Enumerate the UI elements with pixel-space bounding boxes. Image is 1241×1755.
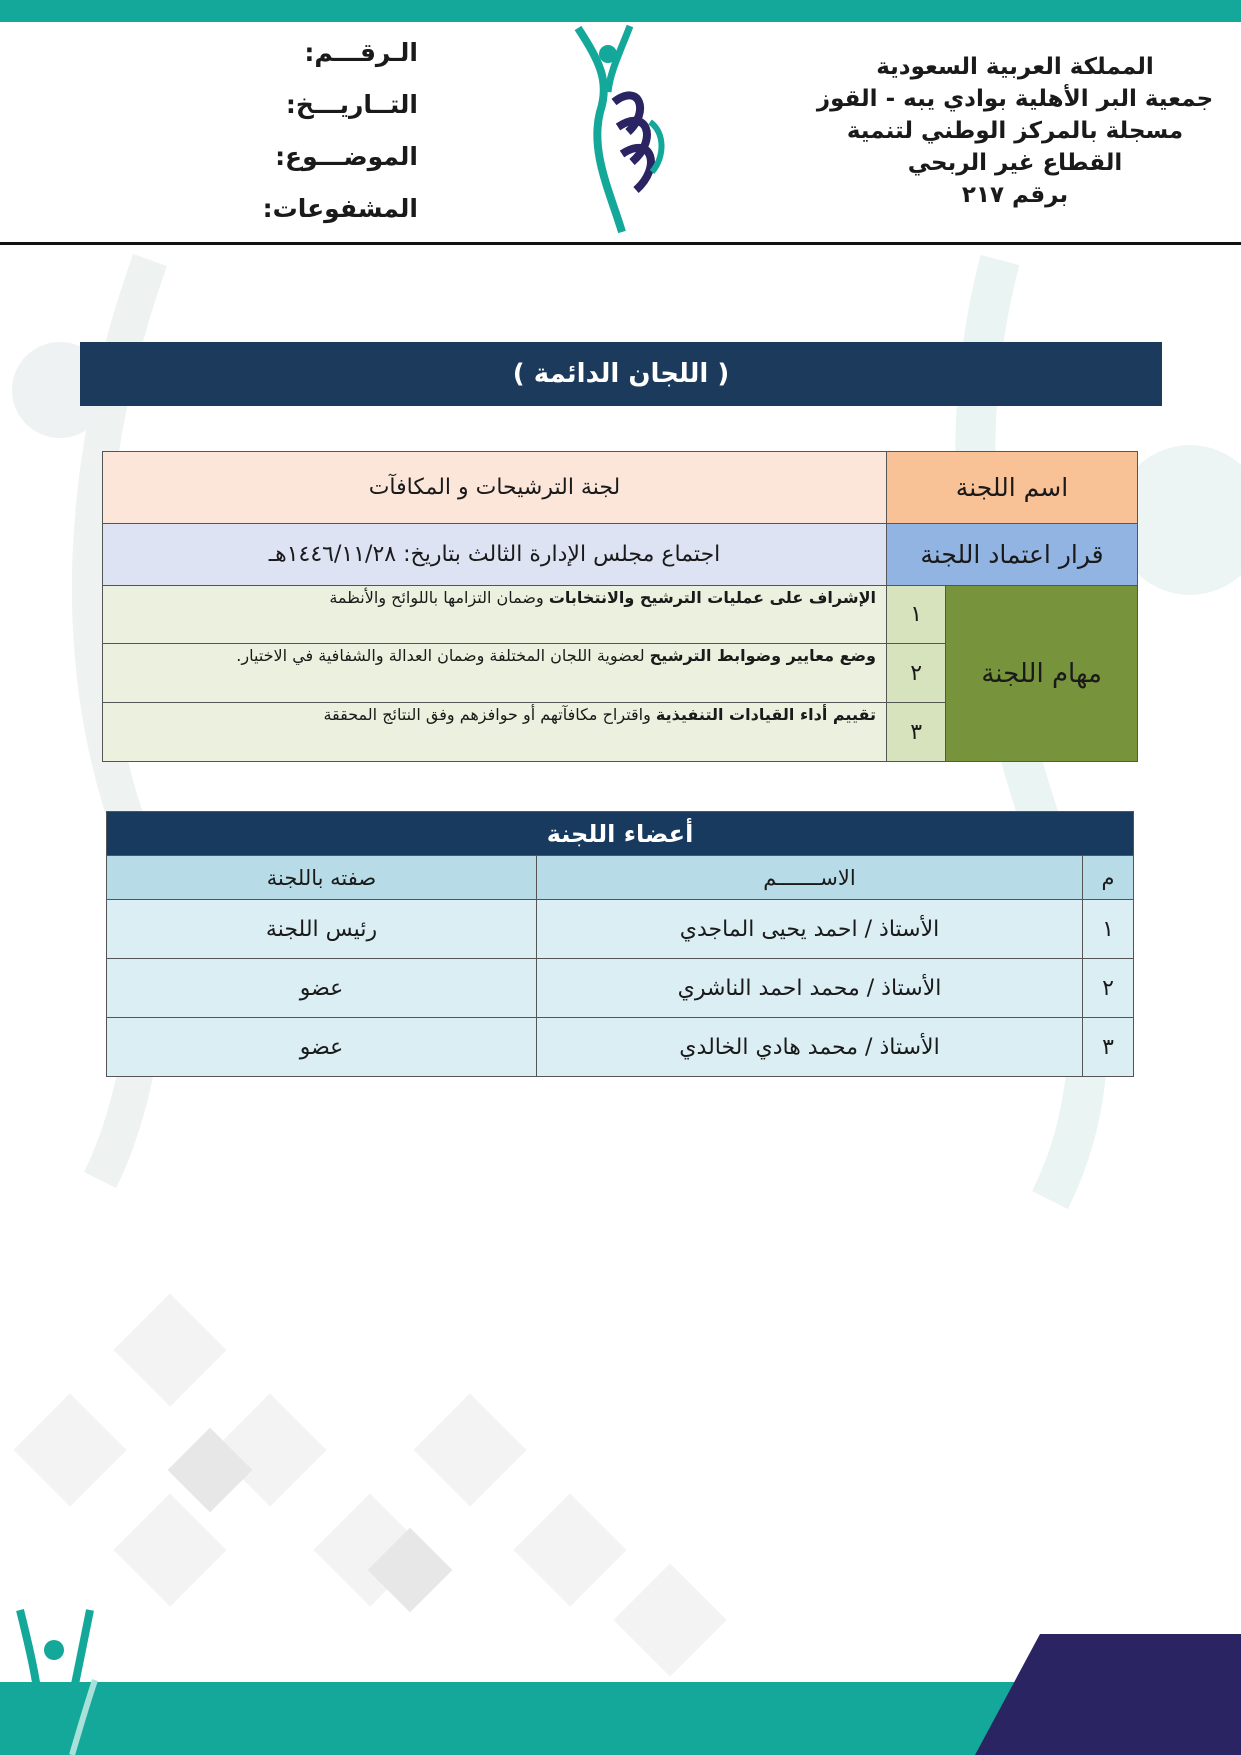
member-role: رئيس اللجنة <box>107 900 537 959</box>
reference-number-label: الـرقـــم: <box>304 38 418 67</box>
date-label: التــاريـــخ: <box>285 90 418 119</box>
task-number: ١ <box>887 586 946 644</box>
committee-decision-label: قرار اعتماد اللجنة <box>887 524 1138 586</box>
member-row <box>107 900 1134 959</box>
member-name: الأستاذ / محمد هادي الخالدي <box>537 1018 1083 1077</box>
task-detail: لعضوية اللجان المختلفة وضمان العدالة والشفافية في الاختيار. <box>236 646 650 665</box>
association-logo-icon <box>570 22 680 237</box>
task-title: تقييم أداء القيادات التنفيذية <box>655 705 876 724</box>
member-role: عضو <box>107 959 537 1018</box>
member-index: ١ <box>1083 900 1134 959</box>
org-line-name: جمعية البر الأهلية بوادي يبه - القوز <box>816 86 1214 112</box>
task-text <box>103 703 887 762</box>
task-row <box>103 586 1138 644</box>
committee-tasks-label: مهام اللجنة <box>946 586 1138 762</box>
subject-label: الموضـــوع: <box>275 142 418 171</box>
org-line-sector: القطاع غير الربحي <box>907 150 1123 176</box>
organization-info <box>800 50 1230 230</box>
task-number: ٣ <box>887 703 946 762</box>
task-number: ٢ <box>887 644 946 703</box>
committee-name-label: اسم اللجنة <box>887 452 1138 524</box>
column-header-index: م <box>1083 856 1134 900</box>
member-index: ٣ <box>1083 1018 1134 1077</box>
committee-decision-value: اجتماع مجلس الإدارة الثالث بتاريخ: ١٤٤٦/١١/٢٨هـ <box>103 524 887 586</box>
footer-decoration <box>0 1600 1241 1755</box>
task-detail: وضمان التزامها باللوائح والأنظمة <box>329 588 549 607</box>
org-line-registration: مسجلة بالمركز الوطني لتنمية <box>846 118 1184 144</box>
members-heading: أعضاء اللجنة <box>107 812 1134 856</box>
top-accent-bar <box>0 0 1241 22</box>
committee-members-table <box>106 811 1134 1077</box>
column-header-role: صفته باللجنة <box>107 856 537 900</box>
page-title: ( اللجان الدائمة ) <box>80 342 1162 406</box>
committee-info-table <box>102 451 1138 762</box>
member-name: الأستاذ / احمد يحيى الماجدي <box>537 900 1083 959</box>
member-row <box>107 959 1134 1018</box>
member-name: الأستاذ / محمد احمد الناشري <box>537 959 1083 1018</box>
task-title: وضع معايير وضوابط الترشيح <box>649 646 876 665</box>
task-title: الإشراف على عمليات الترشيح والانتخابات <box>548 588 876 607</box>
header-divider <box>0 242 1241 245</box>
task-text <box>103 586 887 644</box>
committee-name-row <box>103 452 1138 524</box>
committee-decision-row <box>103 524 1138 586</box>
task-detail: واقتراح مكافآتهم أو حوافزهم وفق النتائج المحققة <box>323 705 656 724</box>
member-role: عضو <box>107 1018 537 1077</box>
org-line-country: المملكة العربية السعودية <box>876 54 1154 80</box>
task-text <box>103 644 887 703</box>
member-row <box>107 1018 1134 1077</box>
attachments-label: المشفوعات: <box>262 194 418 223</box>
members-header-row <box>107 856 1134 900</box>
member-index: ٢ <box>1083 959 1134 1018</box>
column-header-name: الاســـــــم <box>537 856 1083 900</box>
org-line-number: برقم ٢١٧ <box>961 182 1069 208</box>
committee-name-value: لجنة الترشيحات و المكافآت <box>103 452 887 524</box>
members-heading-row <box>107 812 1134 856</box>
